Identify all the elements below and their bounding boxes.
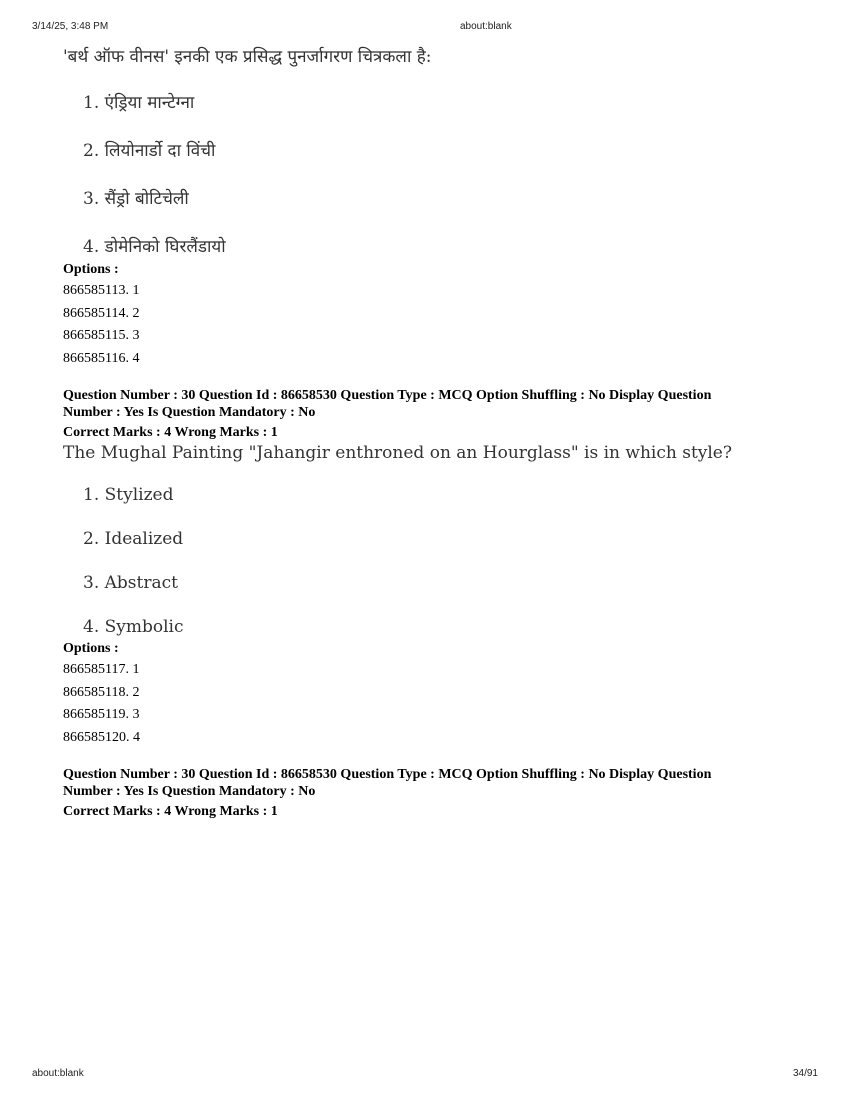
print-page-title: about:blank: [460, 21, 512, 32]
option-row: 866585120. 4: [63, 729, 140, 745]
option-row: 866585116. 4: [63, 351, 140, 367]
option-row: 866585117. 1: [63, 661, 140, 677]
choice-1: 1. एंड्रिया मान्टेग्ना: [83, 93, 195, 113]
question-marks: Correct Marks : 4 Wrong Marks : 1: [63, 803, 278, 819]
options-label: Options :: [63, 640, 119, 656]
choice-4: 4. डोमेनिको घिरलैंडायो: [83, 237, 226, 257]
choice-1: 1. Stylized: [83, 484, 174, 505]
choice-2: 2. लियोनार्डो दा विंची: [83, 141, 216, 161]
question-mughal: [63, 387, 823, 750]
choice-4: 4. Symbolic: [83, 616, 184, 637]
option-row: 866585114. 2: [63, 305, 140, 321]
question-next: [63, 766, 823, 820]
option-row: 866585115. 3: [63, 328, 140, 344]
question-meta-line: Question Number : 30 Question Id : 86658530 Question Type : MCQ Option Shuffling : No Display Question: [63, 766, 712, 782]
choice-3: 3. सैंड्रो बोटिचेली: [83, 189, 189, 209]
question-text: The Mughal Painting "Jahangir enthroned on an Hourglass" is in which style?: [63, 442, 732, 463]
question-hindi: [63, 46, 823, 371]
page-number: 34/91: [792, 1068, 818, 1079]
question-meta-line: Number : Yes Is Question Mandatory : No: [63, 404, 316, 420]
option-row: 866585119. 3: [63, 707, 140, 723]
choice-3: 3. Abstract: [83, 572, 178, 593]
document-content: [63, 42, 823, 820]
question-text: 'बर्थ ऑफ वीनस' इनकी एक प्रसिद्ध पुनर्जागरण चित्रकला है:: [63, 47, 432, 67]
choice-2: 2. Idealized: [83, 528, 184, 549]
options-label: Options :: [63, 262, 119, 277]
print-url: about:blank: [32, 1068, 84, 1079]
print-datetime: 3/14/25, 3:48 PM: [32, 21, 109, 32]
option-row: 866585118. 2: [63, 684, 140, 700]
question-meta-line: Question Number : 30 Question Id : 86658530 Question Type : MCQ Option Shuffling : No Display Question: [63, 387, 712, 403]
print-footer: [0, 1068, 850, 1082]
question-marks: Correct Marks : 4 Wrong Marks : 1: [63, 424, 278, 440]
print-header: [0, 21, 850, 35]
question-meta-line: Number : Yes Is Question Mandatory : No: [63, 783, 316, 799]
option-row: 866585113. 1: [63, 283, 140, 298]
